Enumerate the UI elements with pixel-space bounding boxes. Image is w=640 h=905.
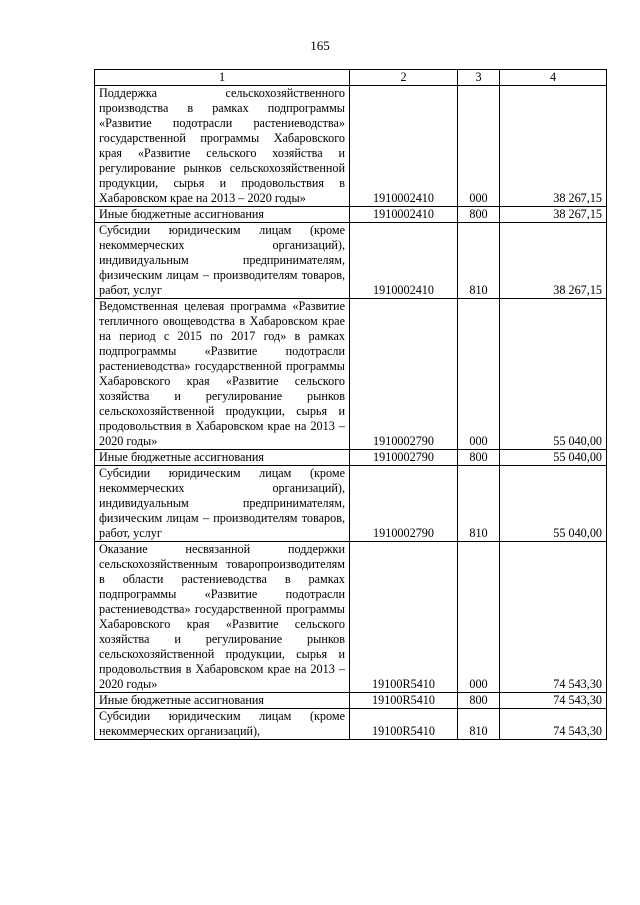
row-expense-kind: 810: [458, 466, 500, 542]
row-amount: 74 543,30: [500, 542, 607, 693]
row-amount: 74 543,30: [500, 693, 607, 709]
table-header-row: [95, 70, 607, 86]
row-name: Субсидии юридическим лицам (кроме некоммерческих организаций), индивидуальным предпринимателям, физическим лицам – производителям товаров, работ, услуг: [95, 223, 350, 299]
row-name: Иные бюджетные ассигнования: [95, 207, 350, 223]
budget-table: [94, 69, 607, 740]
row-expense-kind: 800: [458, 450, 500, 466]
row-name: Субсидии юридическим лицам (кроме некоммерческих организаций), индивидуальным предпринимателям, физическим лицам – производителям товаров, работ, услуг: [95, 466, 350, 542]
row-expense-kind: 810: [458, 223, 500, 299]
row-name: Поддержка сельскохозяйственного производства в рамках подпрограммы «Развитие подотрасли растениеводства» государственной программы Хабаровского края «Развитие сельского хозяйства и регулирование рынков сельскохозяйственной продукции, сырья и продовольствия в Хабаровском крае на 2013 – 2020 годы»: [95, 86, 350, 207]
row-expense-kind: 000: [458, 86, 500, 207]
row-name: Ведомственная целевая программа «Развитие тепличного овощеводства в Хабаровском крае на период с 2015 по 2017 год» в рамках подпрограммы «Развитие подотрасли растениеводства» государственной программы Хабаровского края «Развитие сельского хозяйства и регулирование рынков сельскохозяйственной продукции, сырья и продовольствия в Хабаровском крае на 2013 – 2020 годы»: [95, 299, 350, 450]
row-expense-kind: 810: [458, 709, 500, 740]
table-row: [95, 299, 607, 450]
row-target-code: 1910002790: [350, 299, 458, 450]
page-number: 165: [310, 38, 330, 53]
column-header-2: 2: [350, 70, 458, 86]
row-expense-kind: 800: [458, 207, 500, 223]
column-header-3: 3: [458, 70, 500, 86]
table-row: [95, 693, 607, 709]
row-amount: 38 267,15: [500, 207, 607, 223]
row-name: Субсидии юридическим лицам (кроме некоммерческих организаций),: [95, 709, 350, 740]
table-row: [95, 223, 607, 299]
row-target-code: 19100R5410: [350, 709, 458, 740]
table-row: [95, 466, 607, 542]
row-amount: 55 040,00: [500, 299, 607, 450]
row-expense-kind: 000: [458, 299, 500, 450]
row-target-code: 1910002410: [350, 207, 458, 223]
row-amount: 74 543,30: [500, 709, 607, 740]
row-name: Иные бюджетные ассигнования: [95, 450, 350, 466]
table-row: [95, 542, 607, 693]
row-amount: 55 040,00: [500, 450, 607, 466]
row-target-code: 1910002790: [350, 466, 458, 542]
row-target-code: 1910002410: [350, 223, 458, 299]
row-target-code: 19100R5410: [350, 542, 458, 693]
row-expense-kind: 000: [458, 542, 500, 693]
table-row: [95, 450, 607, 466]
column-header-1: 1: [95, 70, 350, 86]
row-amount: 38 267,15: [500, 86, 607, 207]
table-row: [95, 709, 607, 740]
column-header-4: 4: [500, 70, 607, 86]
row-amount: 38 267,15: [500, 223, 607, 299]
row-target-code: 19100R5410: [350, 693, 458, 709]
row-expense-kind: 800: [458, 693, 500, 709]
table-row: [95, 207, 607, 223]
row-name: Оказание несвязанной поддержки сельскохозяйственным товаропроизводителям в области растениеводства в рамках подпрограммы «Развитие подотрасли растениеводства» государственной программы Хабаровского края «Развитие сельского хозяйства и регулирование рынков сельскохозяйственной продукции, сырья и продовольствия в Хабаровском крае на 2013 – 2020 годы»: [95, 542, 350, 693]
row-target-code: 1910002410: [350, 86, 458, 207]
row-amount: 55 040,00: [500, 466, 607, 542]
table-row: [95, 86, 607, 207]
row-target-code: 1910002790: [350, 450, 458, 466]
row-name: Иные бюджетные ассигнования: [95, 693, 350, 709]
